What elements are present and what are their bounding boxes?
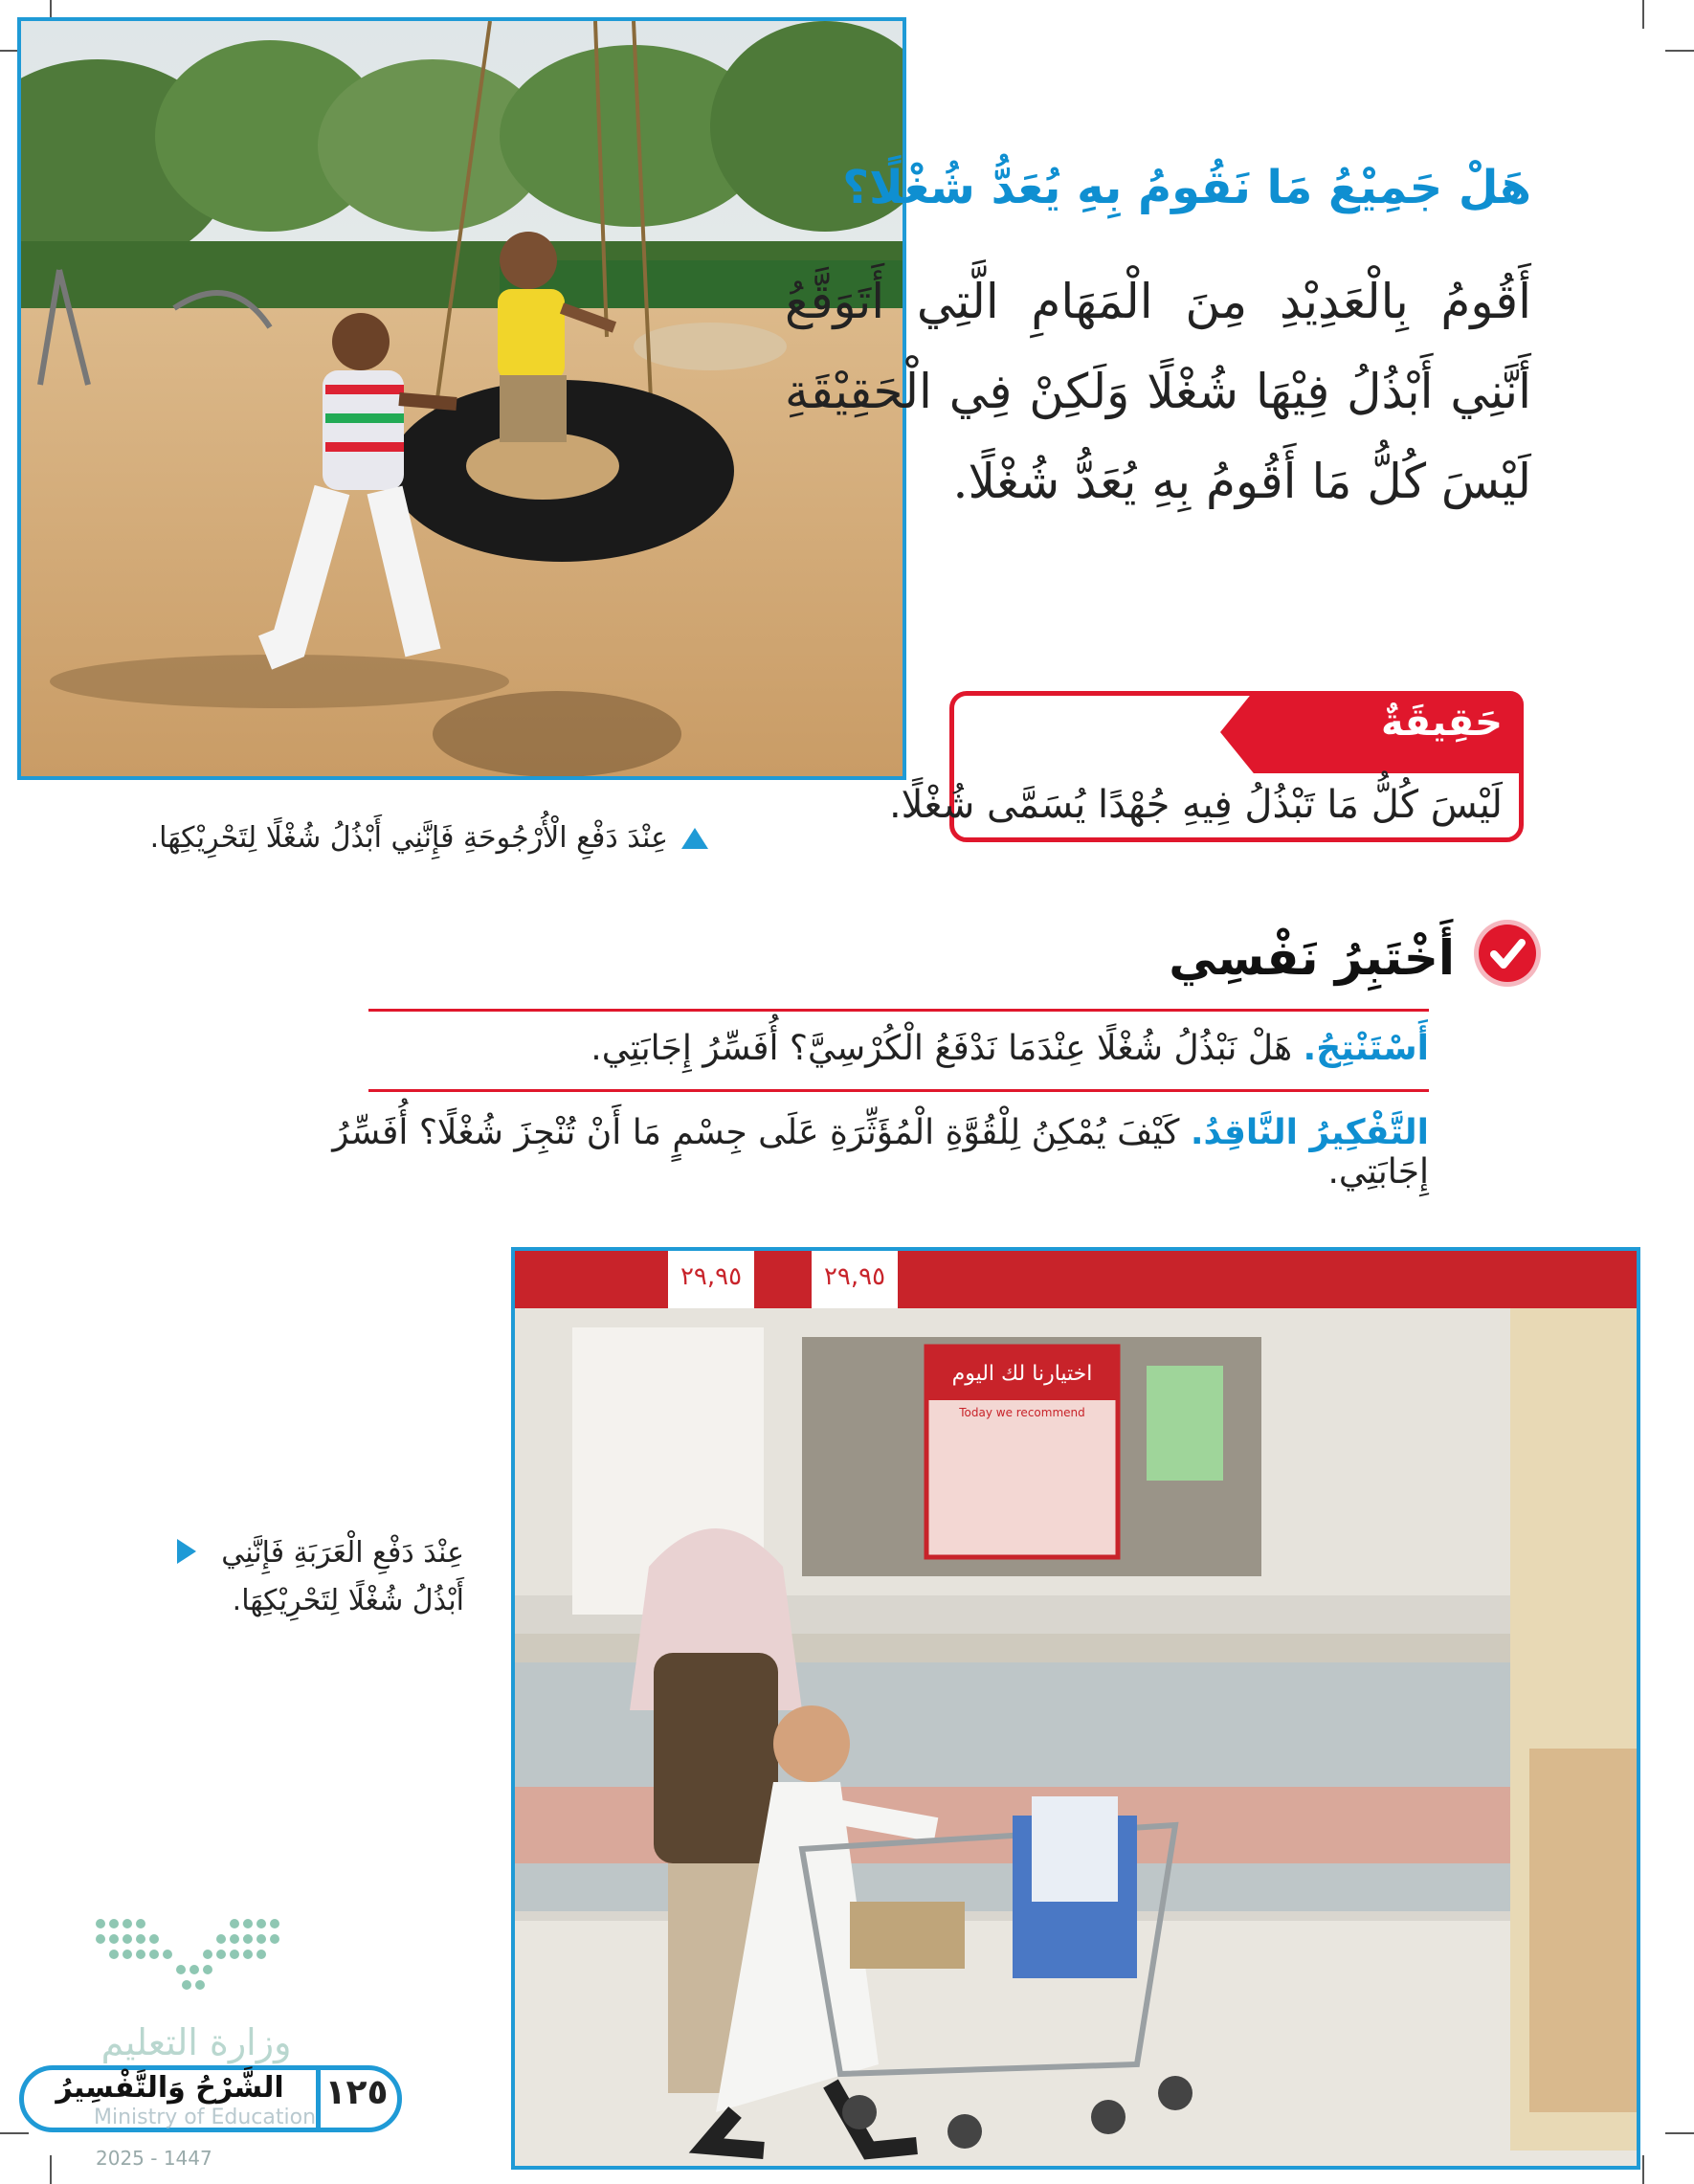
crop-mark <box>1665 2132 1694 2134</box>
question-1-keyword: أَسْتَنْتِجُ. <box>1303 1029 1429 1068</box>
ministry-name-arabic: وزارة التعليم <box>100 2021 292 2063</box>
price-tag-1: ٢٩,٩٥ <box>680 1262 743 1291</box>
triangle-right-icon <box>177 1539 196 1564</box>
ministry-name-english: Ministry of Education <box>94 2106 317 2129</box>
banner-title: اختيارنا لك اليوم <box>951 1362 1093 1386</box>
ministry-logo-icon <box>91 1914 311 2019</box>
triangle-up-icon <box>681 828 708 849</box>
crop-mark <box>1665 50 1694 52</box>
swing-caption <box>38 821 708 855</box>
fact-text: لَيْسَ كُلُّ مَا تَبْذُلُ فِيهِ جُهْدًا يُسَمَّى شُغْلًا. <box>888 783 1503 827</box>
checkmark-icon <box>1479 925 1536 982</box>
page-number: ١٢٥ <box>324 2073 389 2112</box>
cart-caption <box>177 1529 464 1625</box>
crop-mark <box>0 2132 29 2134</box>
question-2-text: كَيْفَ يُمْكِنُ لِلْقُوَّةِ الْمُؤَثِّرَةِ عَلَى جِسْمٍ مَا أَنْ تُنْجِزَ شُغْلًا؟ أُفَسِّرُ إِجَابَتِي. <box>332 1113 1429 1192</box>
intro-paragraph: أَقُومُ بِالْعَدِيْدِ مِنَ الْمَهَامِ الَّتِي أَتَوَقَّعُ أَنَّنِي أَبْذُلُ فِيْهَا شُغْلًا وَلَكِنْ فِي الْحَقِيْقَةِ لَيْسَ كُلُّ مَا أَقُومُ بِهِ يُعَدُّ شُغْلًا. <box>785 274 1531 509</box>
question-2-keyword: التَّفْكِيرُ النَّاقِدُ. <box>1190 1113 1429 1152</box>
question-2 <box>280 1113 1429 1192</box>
year-label: 2025 - 1447 <box>96 2147 212 2170</box>
divider <box>368 1009 1429 1012</box>
swing-caption-text: عِنْدَ دَفْعِ الْأُرْجُوحَةِ فَإِنَّنِي أَبْذُلُ شُغْلًا لِتَحْرِيْكِهَا. <box>149 821 668 855</box>
crop-mark <box>1642 0 1644 29</box>
crop-mark <box>1642 2155 1644 2184</box>
banner-subtitle: Today we recommend <box>959 1406 1085 1419</box>
book-section-title: الشَّرْحُ وَالتَّفْسِيرُ <box>56 2071 284 2105</box>
divider <box>368 1089 1429 1092</box>
question-1 <box>376 1029 1429 1068</box>
test-yourself-title: أَخْتَبِرُ نَفْسِي <box>1169 930 1455 986</box>
cart-photo <box>511 1247 1640 2170</box>
section-title: هَلْ جَمِيْعُ مَا نَقُومُ بِهِ يُعَدُّ شُغْلًا؟ <box>842 161 1531 214</box>
price-tag-2: ٢٩,٩٥ <box>823 1262 886 1291</box>
question-1-text: هَلْ نَبْذُلُ شُغْلًا عِنْدَمَا نَدْفَعُ الْكُرْسِيَّ؟ أُفَسِّرُ إِجَابَتِي. <box>591 1029 1293 1068</box>
fact-title: حَقِيقَةٌ <box>1381 701 1503 745</box>
swing-photo <box>17 17 906 780</box>
cart-caption-text: عِنْدَ دَفْعِ الْعَرَبَةِ فَإِنَّنِي أَبْذُلُ شُغْلًا لِتَحْرِيْكِهَا. <box>221 1536 464 1617</box>
crop-mark <box>50 2155 52 2184</box>
